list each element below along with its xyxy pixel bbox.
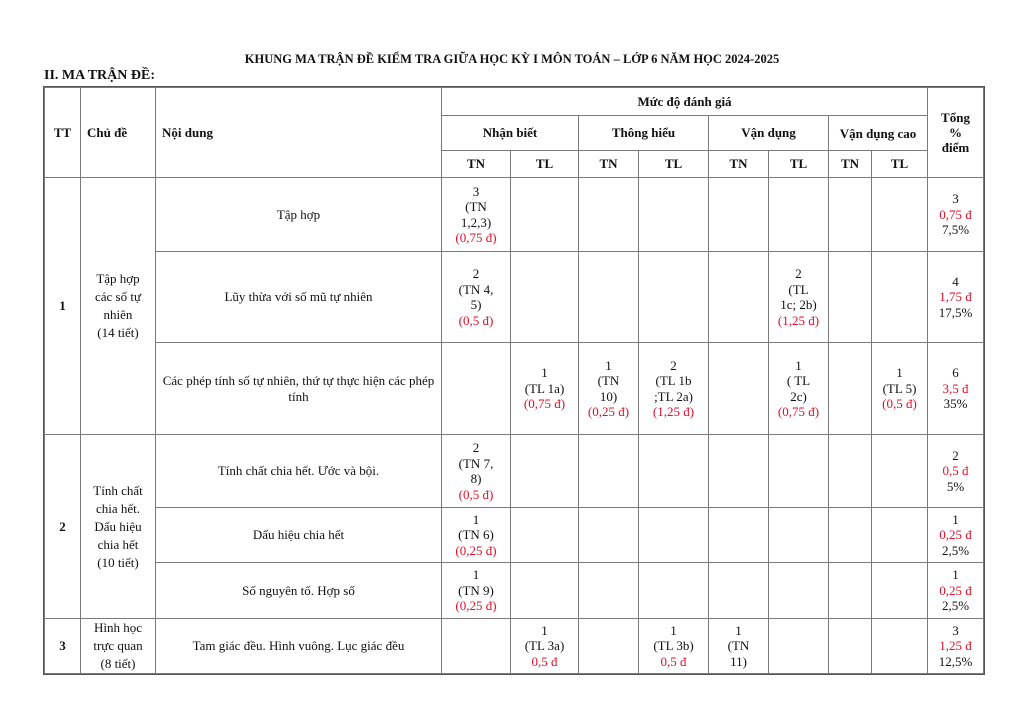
level-cell — [709, 619, 769, 674]
question-ref: ( TL — [786, 373, 811, 388]
level-cell — [579, 252, 639, 343]
total-percent: 5% — [946, 478, 965, 494]
level-cell — [639, 252, 709, 343]
score-value: (0,75 đ) — [455, 230, 497, 245]
question-ref: (TN 7, — [458, 455, 494, 471]
level-cell — [579, 435, 639, 508]
question-ref: 2 — [670, 357, 677, 373]
topic-line: Tính chất — [93, 482, 143, 498]
level-cell — [769, 508, 829, 563]
question-ref: (TN — [727, 638, 750, 654]
score-value: (0,5 đ) — [458, 312, 494, 328]
header-noi-dung: Nội dung — [156, 88, 442, 178]
question-ref: 1 — [896, 365, 903, 381]
question-ref: (TN — [465, 199, 487, 214]
table-header — [45, 88, 984, 178]
content-description: Dấu hiệu chia hết — [156, 508, 442, 563]
question-ref: ;TL 2a) — [654, 388, 693, 404]
question-ref: 1 — [472, 567, 480, 583]
header-sub-tl: TL — [639, 151, 709, 178]
level-cell — [579, 619, 639, 674]
question-ref: 1 — [541, 365, 548, 381]
question-ref: 1 — [605, 357, 612, 373]
level-cell — [709, 508, 769, 563]
level-cell — [511, 178, 579, 252]
score-value: (0,25 đ) — [587, 404, 630, 419]
header-tong — [928, 88, 984, 178]
table-row — [45, 508, 984, 563]
header-tt: TT — [45, 88, 81, 178]
question-ref: 1 — [795, 357, 802, 373]
topic-line: chia hết. — [95, 500, 141, 516]
level-cell — [639, 178, 709, 252]
level-cell — [709, 563, 769, 619]
table-row — [45, 435, 984, 508]
topic-line: Tập hợp — [96, 271, 140, 286]
level-cell — [442, 435, 511, 508]
header-nhan-biet: Nhận biết — [442, 116, 579, 151]
question-ref: 10) — [599, 388, 618, 404]
header-tong-line1: Tổng — [941, 110, 970, 125]
header-van-dung: Vận dụng — [709, 116, 829, 151]
header-chu-de: Chủ đề — [81, 88, 156, 178]
question-ref: (TL 3b) — [653, 638, 694, 654]
total-percent: 2,5% — [941, 598, 970, 614]
level-cell — [442, 178, 511, 252]
level-cell — [639, 343, 709, 435]
score-value: (0,25 đ) — [455, 598, 497, 614]
header-sub-tn: TN — [709, 151, 769, 178]
question-ref: 3 — [472, 183, 480, 199]
score-value: (1,25 đ) — [777, 312, 820, 328]
level-cell — [709, 178, 769, 252]
question-ref: (TL 1a) — [524, 380, 565, 396]
total-percent: 7,5% — [941, 222, 970, 238]
level-cell — [872, 178, 928, 252]
question-ref: (TL 3a) — [524, 638, 565, 654]
question-ref: 2 — [472, 440, 480, 455]
total-cell — [928, 435, 984, 508]
level-cell — [442, 619, 511, 674]
question-ref: 1 — [735, 622, 742, 638]
group-number: 3 — [45, 619, 81, 674]
topic-line: Hình học — [93, 620, 143, 635]
level-cell — [709, 435, 769, 508]
level-cell — [579, 178, 639, 252]
question-ref: 2 — [795, 266, 802, 281]
level-cell — [511, 563, 579, 619]
level-cell — [511, 435, 579, 508]
header-sub-tl: TL — [872, 151, 928, 178]
section-title: II. MA TRẬN ĐỀ: — [44, 68, 155, 83]
table-row — [45, 619, 984, 674]
total-score: 1,25 đ — [939, 638, 972, 654]
topic-line: các số tự — [94, 289, 142, 304]
question-ref: 1,2,3) — [460, 214, 492, 230]
total-score: 1,75 đ — [939, 289, 972, 305]
level-cell — [639, 508, 709, 563]
total-count: 1 — [952, 567, 959, 583]
level-cell — [511, 252, 579, 343]
header-sub-tl: TL — [769, 151, 829, 178]
header-tong-line3: điểm — [941, 140, 970, 155]
total-cell — [928, 563, 984, 619]
score-value: (0,75 đ) — [523, 396, 566, 412]
level-cell — [872, 343, 928, 435]
level-cell — [829, 343, 872, 435]
level-cell — [829, 252, 872, 343]
table-row — [45, 343, 984, 435]
score-value: (0,25 đ) — [455, 542, 497, 558]
total-count: 3 — [952, 191, 959, 207]
total-score: 0,25 đ — [939, 582, 972, 598]
question-ref: 2c) — [790, 388, 807, 404]
level-cell — [872, 252, 928, 343]
level-cell — [442, 252, 511, 343]
level-cell — [769, 563, 829, 619]
level-cell — [709, 343, 769, 435]
level-cell — [769, 178, 829, 252]
header-sub-tl: TL — [511, 151, 579, 178]
group-topic — [81, 178, 156, 435]
level-cell — [579, 343, 639, 435]
score-value: 0,5 đ — [531, 653, 558, 669]
level-cell — [769, 619, 829, 674]
content-description: Tập hợp — [156, 178, 442, 252]
topic-line: chia hết — [97, 536, 139, 552]
total-percent: 17,5% — [938, 304, 973, 320]
total-cell — [928, 252, 984, 343]
group-number: 1 — [45, 178, 81, 435]
total-percent: 35% — [943, 396, 968, 412]
level-cell — [829, 619, 872, 674]
topic-line: (14 tiết) — [97, 325, 139, 340]
level-cell — [769, 252, 829, 343]
question-ref: (TN — [597, 373, 620, 388]
content-description: Tam giác đều. Hình vuông. Lục giác đều — [156, 619, 442, 674]
total-percent: 2,5% — [941, 542, 970, 558]
score-value: (0,5 đ) — [458, 486, 494, 502]
total-count: 4 — [952, 273, 959, 289]
total-percent: 12,5% — [938, 653, 973, 669]
group-topic — [81, 435, 156, 619]
level-cell — [872, 435, 928, 508]
content-description: Lũy thừa với số mũ tự nhiên — [156, 252, 442, 343]
topic-line: (10 tiết) — [97, 554, 139, 570]
level-cell — [829, 508, 872, 563]
score-value: 0,5 đ — [660, 653, 687, 669]
header-sub-tn: TN — [829, 151, 872, 178]
header-muc-do: Mức độ đánh giá — [442, 88, 928, 116]
total-cell — [928, 508, 984, 563]
total-score: 0,5 đ — [942, 463, 969, 479]
group-topic — [81, 619, 156, 674]
total-count: 6 — [952, 365, 959, 381]
table-row — [45, 252, 984, 343]
topic-line: (8 tiết) — [100, 656, 136, 671]
question-ref: 1 — [541, 622, 548, 638]
level-cell — [829, 563, 872, 619]
level-cell — [442, 343, 511, 435]
level-cell — [442, 563, 511, 619]
level-cell — [639, 435, 709, 508]
assessment-matrix-table — [44, 87, 984, 674]
total-count: 1 — [952, 511, 959, 527]
level-cell — [769, 343, 829, 435]
topic-line: nhiên — [103, 307, 133, 322]
header-sub-tn: TN — [579, 151, 639, 178]
level-cell — [511, 508, 579, 563]
question-ref: (TL 1b — [655, 373, 692, 388]
header-tong-line2: % — [949, 125, 962, 140]
question-ref: (TL — [788, 281, 809, 297]
level-cell — [639, 563, 709, 619]
total-score: 3,5 đ — [942, 380, 969, 396]
level-cell — [872, 508, 928, 563]
level-cell — [579, 563, 639, 619]
content-description: Tính chất chia hết. Ước và bội. — [156, 435, 442, 508]
level-cell — [511, 619, 579, 674]
header-van-dung-cao: Vận dụng cao — [829, 116, 928, 151]
level-cell — [829, 435, 872, 508]
content-description: Số nguyên tố. Hợp số — [156, 563, 442, 619]
total-score: 0,75 đ — [939, 206, 972, 222]
group-number: 2 — [45, 435, 81, 619]
score-value: (0,75 đ) — [777, 404, 820, 419]
level-cell — [709, 252, 769, 343]
total-count: 3 — [952, 622, 959, 638]
question-ref: (TN 4, — [458, 281, 494, 297]
header-thong-hieu: Thông hiểu — [579, 116, 709, 151]
question-ref: 2 — [472, 266, 480, 281]
score-value: (0,5 đ) — [882, 396, 917, 412]
level-cell — [442, 508, 511, 563]
level-cell — [872, 619, 928, 674]
question-ref: 1 — [472, 511, 480, 527]
question-ref: 5) — [470, 297, 482, 312]
header-sub-tn: TN — [442, 151, 511, 178]
question-ref: (TN 9) — [458, 582, 494, 598]
total-cell — [928, 343, 984, 435]
level-cell — [511, 343, 579, 435]
table-row — [45, 178, 984, 252]
level-cell — [639, 619, 709, 674]
total-count: 2 — [952, 447, 959, 463]
question-ref: 1 — [670, 622, 677, 638]
topic-line: Dấu hiệu — [94, 518, 142, 534]
score-value: (1,25 đ) — [652, 404, 695, 419]
level-cell — [872, 563, 928, 619]
table-body — [45, 178, 984, 674]
total-cell — [928, 178, 984, 252]
question-ref: 11) — [730, 653, 747, 669]
level-cell — [579, 508, 639, 563]
total-score: 0,25 đ — [939, 527, 972, 543]
content-description: Các phép tính số tự nhiên, thứ tự thực hiện các phép tính — [156, 343, 442, 435]
document-title: KHUNG MA TRẬN ĐỀ KIỂM TRA GIỮA HỌC KỲ I MÔN TOÁN – LỚP 6 NĂM HỌC 2024-2025 — [244, 52, 780, 66]
topic-line: trực quan — [93, 638, 143, 653]
level-cell — [829, 178, 872, 252]
question-ref: 8) — [470, 471, 482, 486]
question-ref: (TN 6) — [458, 527, 494, 543]
question-ref: 1c; 2b) — [780, 297, 817, 312]
level-cell — [769, 435, 829, 508]
total-cell — [928, 619, 984, 674]
question-ref: (TL 5) — [882, 380, 917, 396]
table-row — [45, 563, 984, 619]
